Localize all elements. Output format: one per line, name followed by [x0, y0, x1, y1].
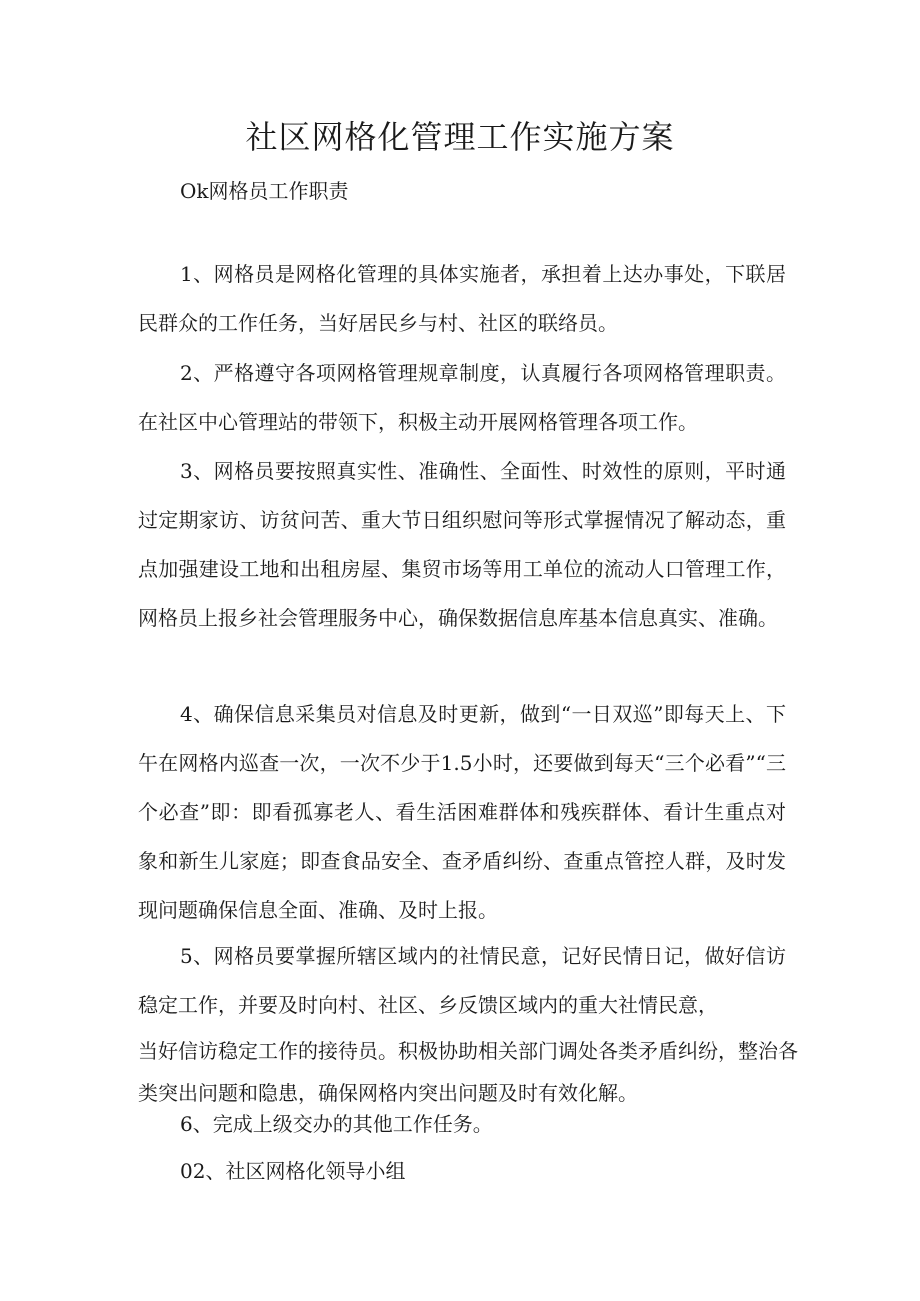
paragraph-5: 5、网格员要掌握所辖区域内的社情民意，记好民情日记，做好信访稳定工作，并要及时向村、社区、乡反馈区域内的重大社情民意， — [138, 944, 786, 1017]
paragraph-4: 4、确保信息采集员对信息及时更新，做到“一日双巡”即每天上、下午在网格内巡查一次，一次不少于1.5小时，还要做到每天“三个必看”“三个必查”即：即看孤寡老人、看生活困难群体和残疾群体、看计生重点对象和新生儿家庭；即查食品安全、查矛盾纠纷、查重点管控人群，及时发现问题确保信息全面、准确、及时上报。 — [138, 702, 786, 922]
document-title: 社区网格化管理工作实施方案 — [245, 118, 675, 156]
paragraph-2: 2、严格遵守各项网格管理规章制度，认真履行各项网格管理职责。在社区中心管理站的带领下，积极主动开展网格管理各项工作。 — [138, 361, 786, 434]
paragraph-3: 3、网格员要按照真实性、准确性、全面性、时效性的原则，平时通过定期家访、访贫问苦、重大节日组织慰问等形式掌握情况了解动态，重点加强建设工地和出租房屋、集贸市场等用工单位的流动人口管理工作，网格员上报乡社会管理服务中心，确保数据信息库基本信息真实、准确。 — [138, 459, 786, 630]
paragraph-5-continuation: 当好信访稳定工作的接待员。积极协助相关部门调处各类矛盾纠纷，整治各类突出问题和隐患，确保网格内突出问题及时有效化解。 — [138, 1039, 798, 1105]
paragraph-1: 1、网格员是网格化管理的具体实施者，承担着上达办事处，下联居民群众的工作任务，当好居民乡与村、社区的联络员。 — [138, 262, 786, 335]
section-heading-duties: Ok网格员工作职责 — [180, 179, 349, 203]
section-heading-leadership-group: 02、社区网格化领导小组 — [180, 1159, 406, 1183]
paragraph-6: 6、完成上级交办的其他工作任务。 — [180, 1112, 493, 1136]
